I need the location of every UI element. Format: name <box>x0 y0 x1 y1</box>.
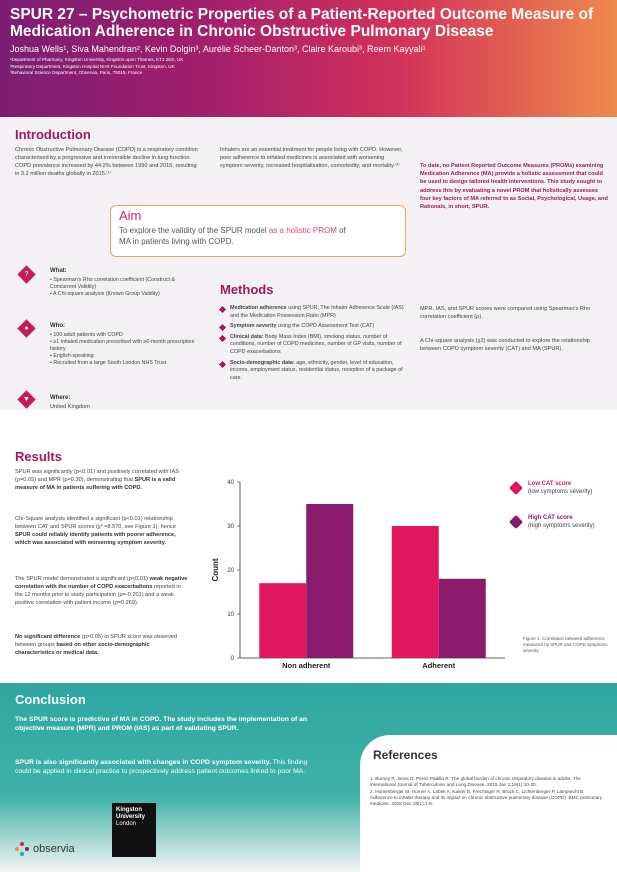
affiliation-3: ³Behavioral Science Department, Observia, Paris, 75015, France <box>10 70 143 75</box>
affiliations <box>10 57 607 77</box>
legend-high-note: (high symptoms severity) <box>528 523 595 529</box>
conclusion-title: Conclusion <box>15 692 86 707</box>
bar-low-cat-1 <box>392 526 439 658</box>
methods-right-p2: A Chi-square analysis (χ2) was conducted to explore the relationship between COPD symptom severity (CAT) and MA (SPUR). <box>420 338 590 352</box>
results-p4: No significant difference (p>0.05) in SPUR score was observed between groups based on other socio-demographic characteristics or medical data. <box>15 634 178 656</box>
observia-logo: observia <box>15 842 75 856</box>
bar-low-cat-0 <box>259 583 306 658</box>
authors: Joshua Wells¹, Siva Mahendran², Kevin Dolgin³, Aurélie Scheer-Danton³, Claire Karoubi³, Reem Kayyali¹ <box>10 44 426 54</box>
list-item: • Recruited from a large South London NHS Trust <box>50 360 200 367</box>
bar-high-cat-0 <box>306 504 353 658</box>
aim-box <box>110 205 406 257</box>
affiliation-1: ¹Department of Pharmacy, Kingston University, Kingston upon Thames, KT1 2EE, UK <box>10 57 184 62</box>
conclusion-p1: The SPUR score is predictive of MA in COPD. The study includes the implementation of an objective measure (MPR) and PROM (IAS) as part of validating SPUR. <box>15 716 308 732</box>
y-tick-label: 30 <box>227 524 234 530</box>
where-label: Where: <box>50 395 71 401</box>
intro-col3: To date, no Patient Reported Outcome Measures (PROMs) examining Medication Adherence (MA) provide a holistic assessment that could be used to design tailored health interventions. This study sought to address this by evaluating a novel PROM that holistically assesses four key factors of MA referred to as Social, Psychological, Usage, and Rationals, in short, SPUR. <box>420 163 608 211</box>
who-label: Who: <box>50 323 65 329</box>
bar-high-cat-1 <box>439 579 486 658</box>
question-icon: ? <box>17 265 35 283</box>
aim-text: To explore the validity of the SPUR model as a holistic PROM of MA in patients living with COPD. <box>119 226 346 246</box>
legend-low <box>528 480 592 496</box>
method-item: Clinical data: Body Mass Index (BMI), smoking status, number of conditions, number of COPD medicines, number of GP visits, number of COPD exacerbations <box>220 334 405 357</box>
affiliation-2: ²Respiratory Department, Kingston Hospital NHS Foundation Trust, Kingston, UK <box>10 63 175 69</box>
intro-col2: Inhalers are an essential treatment for people living with COPD. However, poor adherence to inhaled medicines is associated with worsening symptom severity, increased hospitalisation, comorbidity, and mortality.⁽²⁾ <box>220 147 403 169</box>
diamond-bullet-icon <box>219 361 226 368</box>
legend-low-note: (low symptoms severity) <box>528 489 593 495</box>
what-label: What: <box>50 268 67 274</box>
y-tick-label: 0 <box>230 656 234 662</box>
conclusion-p2: SPUR is also significantly associated with changes in COPD symptom severity. This finding could be applied in clinical practice to prospectively address patient outcomes linked to poor MA. <box>15 759 308 775</box>
location-pin-icon: ▼ <box>17 390 35 408</box>
y-axis-label: Count <box>211 558 220 582</box>
results-p3: The SPUR model demonstrated a significant (p<0.01) weak negative correlation with the number of COPD exacerbations reported in the 12 months prior to study participation (ρ=-0.201) and a weak positive correlation with patient income (ρ=0.269). <box>15 576 188 606</box>
references-title: References <box>373 748 438 762</box>
y-tick-label: 10 <box>227 612 234 618</box>
methods-list <box>220 305 405 385</box>
list-item: • English-speaking <box>50 353 200 360</box>
diamond-bullet-icon <box>219 324 226 331</box>
legend-swatch-low <box>509 481 523 495</box>
method-item: Symptom severity using the COPD Assessment Test (CAT) <box>220 323 405 331</box>
results-p2: Chi-Square analysis identified a significant (p<0.01) relationship between CAT and SPUR scores (χ² =8.570, see Figure 1); hence SPUR could reliably identify patients with poorer adherence, which was associated with worsening symptom severity. <box>15 516 176 546</box>
legend-swatch-high <box>509 515 523 529</box>
who-list <box>50 332 200 367</box>
diamond-bullet-icon <box>219 335 226 342</box>
bar-chart <box>205 468 510 678</box>
method-item: Medication adherence using SPUR, The Inhaler Adherence Scale (IAS) and the Medication Possession Ratio (MPR) <box>220 305 405 320</box>
list-item: • Spearman's Rho correlation coefficient (Construct & Concurrent Validity) <box>50 277 200 291</box>
list-item: • ≥1 inhaled medication prescribed with ≥6-month prescription history <box>50 339 200 353</box>
where-value: United Kingdom <box>50 404 90 410</box>
intro-col1: Chronic Obstructive Pulmonary Disease (COPD) is a respiratory condition characterised by a progressive and irreversible decline in lung function. COPD prevalence increased by 44.2% between 1990 and 2015, resulting in 3.2 million deaths globally in 2015.⁽¹⁾ <box>15 147 198 177</box>
x-tick-label: Adherent <box>422 661 456 670</box>
diamond-bullet-icon <box>219 306 226 313</box>
method-item: Socio-demographic data: age, ethnicity, gender, level of education, income, employment status, residential status, reception of a package of care. <box>220 360 405 383</box>
references-panel <box>360 735 617 872</box>
y-tick-label: 20 <box>227 568 234 574</box>
what-list <box>50 277 200 298</box>
methods-title: Methods <box>220 282 274 297</box>
legend-high-label: High CAT score <box>528 515 573 521</box>
observia-dots-icon <box>15 842 29 856</box>
list-item: • 100 adult patients with COPD <box>50 332 200 339</box>
legend-high <box>528 514 595 530</box>
poster-title: SPUR 27 – Psychometric Properties of a Patient-Reported Outcome Measure of Medication Adherence in Chronic Obstructive Pulmonary Disease <box>10 6 594 40</box>
x-tick-label: Non adherent <box>282 661 331 670</box>
kingston-university-logo: Kingston University London <box>112 803 156 857</box>
references-list <box>370 776 607 807</box>
y-tick-label: 40 <box>227 480 234 486</box>
results-p1: SPUR was significantly (p<0.01) and positively correlated with IAS (ρ=0.65) and MPR (ρ=0.30), demonstrating that SPUR is a valid measure of MA in patients suffering with COPD. <box>15 469 180 491</box>
methods-right-p1: MPR, IAS, and SPUR scores were compared using Spearman's Rho correlation coefficient (ρ). <box>420 306 591 320</box>
poster-header <box>0 0 617 117</box>
results-title: Results <box>15 449 62 464</box>
legend-low-label: Low CAT score <box>528 481 572 487</box>
people-icon: ● <box>17 319 35 337</box>
reference-item: 2. Humenberger M, Horner A, Labek A, Kaiser B, Frechinger R, Brock C, Lichtenberger P, Lamprecht B. Adherence to inhaler therapy and its impact on chronic obstructive pulmonary disease (COPD). BMC pulmonary medicine. 2018 Dec;18(1):1-6. <box>370 788 603 807</box>
reference-item: 1. Burney P, Jarvis D, Perez-Padilla R. The global burden of chronic respiratory disease in adults. The International Journal of Tuberculosis and Lung Disease. 2015 Jan 1;19(1):10-20. <box>370 776 581 788</box>
introduction-title: Introduction <box>15 127 91 142</box>
aim-title: Aim <box>119 208 142 223</box>
figure-caption: Figure 1. Correlation between adherence measured by SPUR and COPD symptoms severity. <box>523 636 608 653</box>
list-item: • A Chi-square analysis (Known Group Validity) <box>50 291 200 298</box>
